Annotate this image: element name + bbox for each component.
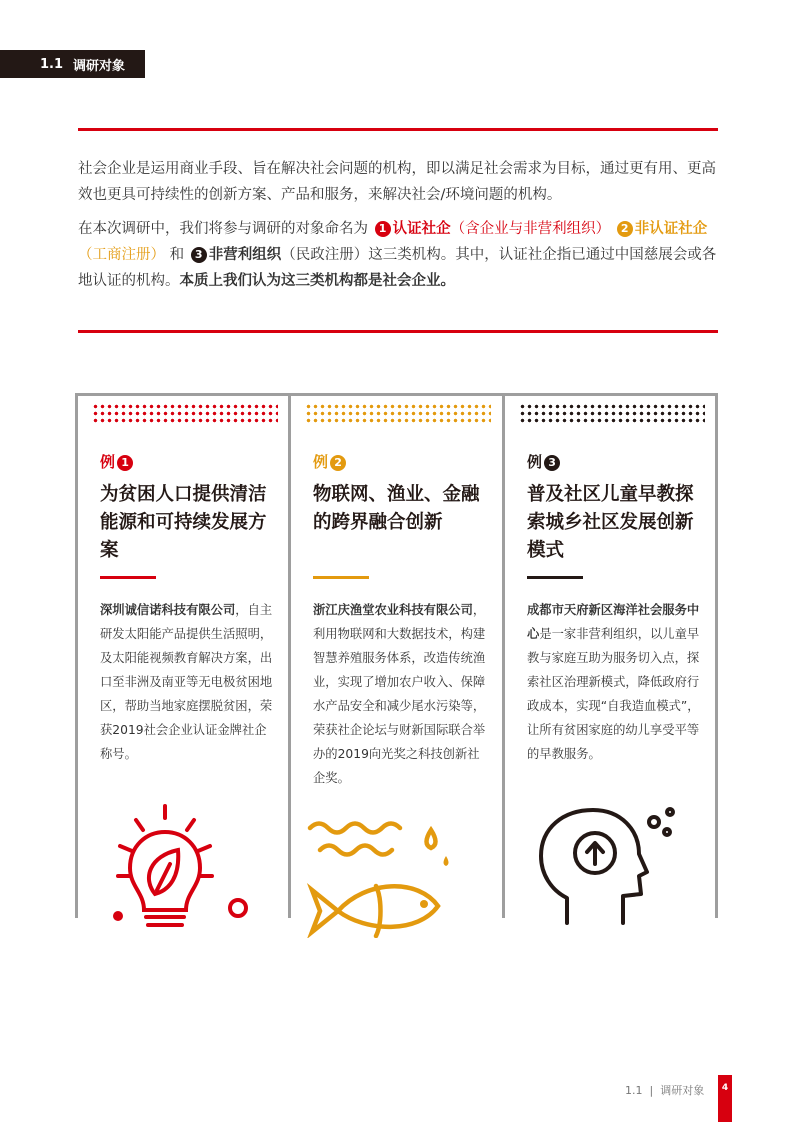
example-number-badge: 1 [117, 455, 133, 471]
example-number-badge: 2 [330, 455, 346, 471]
page-number-tab [718, 1075, 732, 1122]
lightbulb-leaf-icon [108, 798, 278, 933]
type-uncertified: 非认证社企 [634, 221, 708, 237]
example-label: 例 1 [100, 451, 135, 472]
case-card-3 [505, 393, 715, 918]
bottom-divider [78, 330, 718, 333]
organization-name: 深圳诚信诺科技有限公司 [100, 603, 236, 617]
case-card-2 [291, 393, 502, 918]
fish-water-icon [306, 808, 491, 938]
number-badge-3: 3 [191, 247, 207, 263]
intro-paragraph-1: 社会企业是运用商业手段、旨在解决社会问题的机构，即以满足社会需求为目标，通过更有用、更高效也更具可持续性的创新方案、产品和服务，来解决社会/环境问题的机构。 [78, 161, 716, 203]
card-description [527, 598, 705, 766]
footer-section-title: 调研对象 [660, 1084, 705, 1097]
card-title: 物联网、渔业、金融的跨界融合创新 [313, 484, 480, 533]
description-text: 是一家非营利组织，以儿童早教与家庭互助为服务切入点，探索社区治理新模式，降低政府行政成本，实现“自我造血模式”，让所有贫困家庭的幼儿享受平等的早教服务。 [527, 627, 700, 761]
dotted-pattern [305, 403, 491, 423]
organization-name: 成都市天府新区海洋社会服务中心 [527, 603, 700, 641]
type-uncertified-note: （工商注册） [78, 247, 165, 263]
organization-name: 浙江庆渔堂农业科技有限公司 [313, 603, 473, 617]
dotted-pattern [92, 403, 278, 423]
intro-tail: 这三类机构。其中，认证社企指已通过中国慈展会或各地认证的机构。 [78, 247, 717, 289]
section-title: 调研对象 [73, 58, 126, 74]
type-certified: 认证社企 [392, 221, 451, 237]
and-text: 和 [169, 247, 185, 263]
card-title: 普及社区儿童早教探索城乡社区发展创新模式 [527, 484, 694, 561]
title-underline [100, 576, 156, 579]
number-badge-1: 1 [375, 221, 391, 237]
case-cards [75, 393, 718, 918]
number-badge-2: 2 [617, 221, 633, 237]
description-text: ，利用物联网和大数据技术，构建智慧养殖服务体系，改造传统渔业，实现了增加农户收入、保障水产品安全和减少尾水污染等，荣获社企论坛与财新国际联合举办的2019向光奖之科技创新社企奖。 [313, 603, 486, 785]
section-number: 1.1 [40, 56, 64, 72]
intro-lead: 在本次调研中，我们将参与调研的对象命名为 [78, 221, 368, 237]
card-description [313, 598, 491, 790]
intro-conclusion: 本质上我们认为这三类机构都是社会企业。 [179, 273, 455, 289]
intro-paragraph-2 [78, 216, 718, 294]
case-card-1 [78, 393, 288, 918]
intro-text [78, 156, 718, 302]
card-description [100, 598, 278, 766]
card-divider [715, 393, 718, 918]
title-underline [313, 576, 369, 579]
card-title: 为贫困人口提供清洁能源和可持续发展方案 [100, 484, 267, 561]
example-label: 例 3 [527, 451, 562, 472]
type-certified-note: （含企业与非营利组织） [450, 221, 611, 237]
page-number: 4 [721, 1083, 729, 1093]
title-underline [527, 576, 583, 579]
description-text: ，自主研发太阳能产品提供生活照明，及太阳能视频教育解决方案，出口至非洲及南亚等无电极贫困地区，帮助当地家庭摆脱贫困，荣获2019社会企业认证金牌社企称号。 [100, 603, 273, 761]
example-label: 例 2 [313, 451, 348, 472]
example-number-badge: 3 [544, 455, 560, 471]
footer-section-number: 1.1 [625, 1084, 643, 1097]
dotted-pattern [519, 403, 705, 423]
top-divider [78, 128, 718, 131]
page-footer [625, 1082, 704, 1098]
type-nonprofit-note: （民政注册） [281, 247, 369, 263]
section-tab [0, 50, 145, 78]
type-nonprofit: 非营利组织 [208, 247, 282, 263]
head-growth-icon [527, 798, 697, 933]
footer-separator: | [649, 1084, 654, 1097]
